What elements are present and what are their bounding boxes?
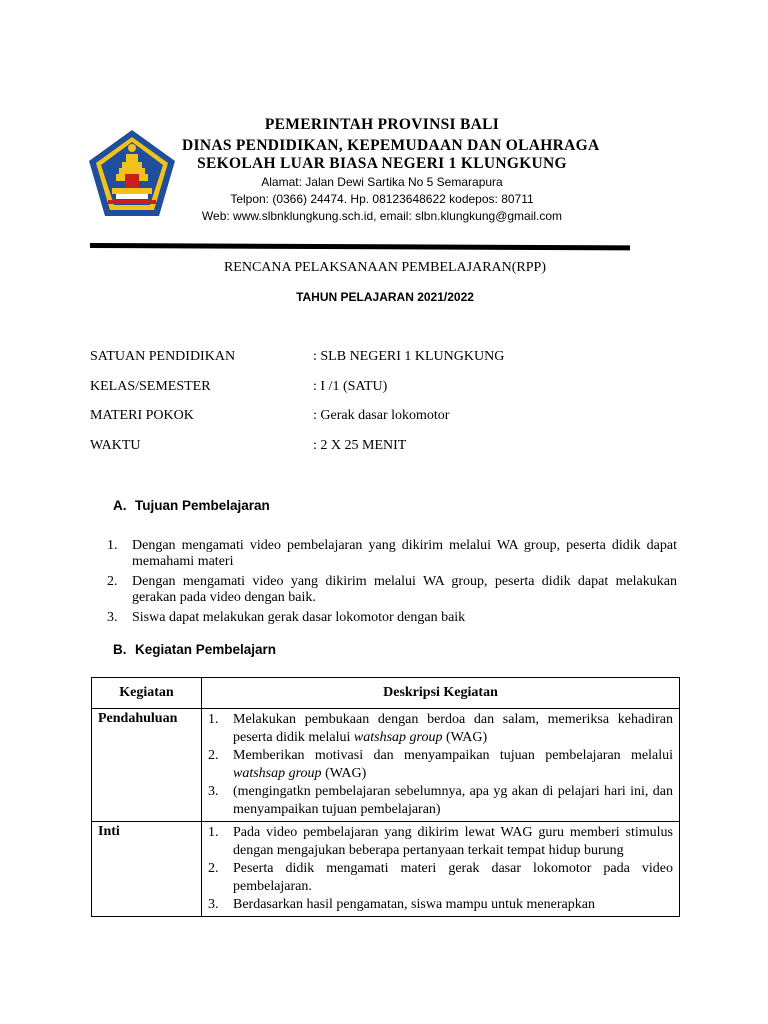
table-header-cell: Kegiatan bbox=[92, 678, 202, 709]
activity-description bbox=[202, 822, 680, 917]
objectives-list bbox=[107, 538, 677, 630]
section-b-heading: B. Kegiatan Pembelajarn bbox=[113, 642, 277, 657]
school-logo bbox=[86, 128, 178, 220]
list-item: 3. Siswa dapat melakukan gerak dasar lokomotor dengan baik bbox=[107, 610, 466, 625]
academic-year: TAHUN PELAJARAN 2021/2022 bbox=[296, 290, 474, 304]
info-value: : Gerak dasar lokomotor bbox=[313, 408, 450, 423]
info-label: WAKTU bbox=[90, 438, 141, 453]
list-item: 1. Melakukan pembukaan dengan berdoa dan salam, memeriksa kehadiran peserta didik melalui watshsap group (WAG) bbox=[208, 712, 673, 745]
bali-province-emblem-icon bbox=[86, 128, 178, 220]
activities-table bbox=[91, 677, 680, 917]
list-item: 2. Memberikan motivasi dan menyampaikan tujuan pembelajaran melalui watshsap group (WAG) bbox=[208, 748, 673, 781]
activity-description bbox=[202, 709, 680, 822]
activity-name: Pendahuluan bbox=[92, 709, 202, 822]
list-item: 3. (mengingatkn pembelajaran sebelumnya, apa yg akan di pelajari hari ini, dan menyampaikan tujuan pembelajaran) bbox=[208, 784, 673, 817]
header-web: Web: www.slbnklungkung.sch.id, email: slbn.klungkung@gmail.com bbox=[201, 209, 563, 223]
list-item: 2. Dengan mengamati video yang dikirim melalui WA group, peserta didik dapat melakukan gerakan pada video dengan baik. bbox=[107, 574, 677, 605]
header-line-2: DINAS PENDIDIKAN, KEPEMUDAAN DAN OLAHRAGA bbox=[182, 137, 600, 154]
list-item: 1. Dengan mengamati video pembelajaran yang dikirim melalui WA group, peserta didik dapat memahami materi bbox=[107, 538, 677, 569]
activity-name: Inti bbox=[92, 822, 202, 917]
table-row bbox=[92, 709, 680, 822]
list-item: 1. Pada video pembelajaran yang dikirim lewat WAG guru memberi stimulus dengan mengajukan beberapa pertanyaan terkait tempat hidup burung bbox=[208, 825, 673, 858]
info-value: : 2 X 25 MENIT bbox=[313, 438, 407, 453]
header-address: Alamat: Jalan Dewi Sartika No 5 Semarapura bbox=[261, 175, 503, 189]
header-divider bbox=[90, 243, 630, 250]
info-label: KELAS/SEMESTER bbox=[90, 379, 211, 394]
header-phone: Telpon: (0366) 24474. Hp. 08123648622 kodepos: 80711 bbox=[230, 192, 534, 206]
info-value: : SLB NEGERI 1 KLUNGKUNG bbox=[313, 349, 505, 364]
info-label: SATUAN PENDIDIKAN bbox=[90, 349, 236, 364]
header-line-3: SEKOLAH LUAR BIASA NEGERI 1 KLUNGKUNG bbox=[197, 155, 567, 172]
section-a-heading: A. Tujuan Pembelajaran bbox=[113, 498, 270, 513]
table-header-row bbox=[92, 678, 680, 709]
list-item: 2. Peserta didik mengamati materi gerak dasar lokomotor pada video pembelajaran. bbox=[208, 861, 673, 894]
document-title: RENCANA PELAKSANAAN PEMBELAJARAN(RPP) bbox=[223, 260, 547, 275]
info-value: : I /1 (SATU) bbox=[313, 379, 388, 394]
table-header-cell: Deskripsi Kegiatan bbox=[202, 678, 680, 709]
header-line-1: PEMERINTAH PROVINSI BALI bbox=[264, 116, 500, 133]
list-item: 3. Berdasarkan hasil pengamatan, siswa mampu untuk menerapkan bbox=[208, 897, 595, 912]
table-row bbox=[92, 822, 680, 917]
info-label: MATERI POKOK bbox=[90, 408, 194, 423]
